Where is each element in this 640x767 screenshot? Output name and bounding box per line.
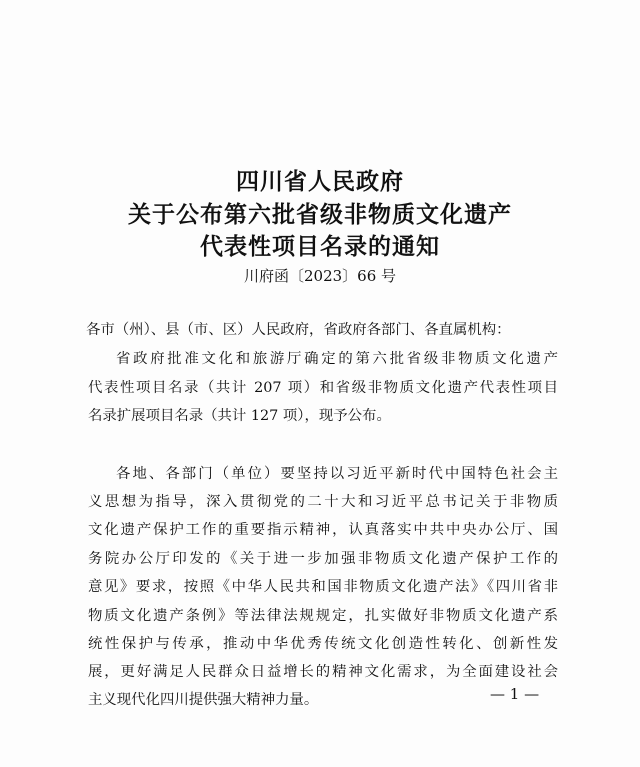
paragraph2-line: 统性保护与传承，推动中华优秀传统文化创造性转化、创新性发 bbox=[88, 636, 558, 652]
document-number: 川府函〔2023〕66 号 bbox=[243, 267, 397, 285]
page-number: — 1 — bbox=[490, 685, 540, 703]
paragraph2-line: 务院办公厅印发的《关于进一步加强非物质文化遗产保护工作的 bbox=[88, 551, 558, 567]
paragraph1-line: 名录扩展项目名录（共计 127 项），现予公布。 bbox=[88, 408, 391, 424]
paragraph2-line: 物质文化遗产条例》等法律法规规定，扎实做好非物质文化遗产系 bbox=[88, 608, 558, 624]
paragraph1-line: 代表性项目名录（共计 207 项）和省级非物质文化遗产代表性项目 bbox=[88, 380, 558, 396]
salutation: 各市（州）、县（市、区）人民政府，省政府各部门、各直属机构： bbox=[86, 322, 511, 338]
title-line-3: 代表性项目名录的通知 bbox=[200, 233, 440, 260]
title-line-1: 四川省人民政府 bbox=[236, 168, 404, 195]
paragraph2-line: 主义现代化四川提供强大精神力量。 bbox=[88, 692, 319, 708]
title-line-2: 关于公布第六批省级非物质文化遗产 bbox=[128, 201, 512, 228]
paragraph2-line: 义思想为指导，深入贯彻党的二十大和习近平总书记关于非物质 bbox=[88, 494, 558, 510]
paragraph2-line: 各地、各部门（单位）要坚持以习近平新时代中国特色社会主 bbox=[116, 466, 558, 482]
paragraph2-line: 文化遗产保护工作的重要指示精神，认真落实中共中央办公厅、国 bbox=[88, 522, 558, 538]
paragraph2-line: 意见》要求，按照《中华人民共和国非物质文化遗产法》《四川省非 bbox=[88, 579, 558, 595]
paragraph2-line: 展，更好满足人民群众日益增长的精神文化需求，为全面建设社会 bbox=[88, 664, 558, 680]
paragraph1-line: 省政府批准文化和旅游厅确定的第六批省级非物质文化遗产 bbox=[116, 351, 558, 367]
